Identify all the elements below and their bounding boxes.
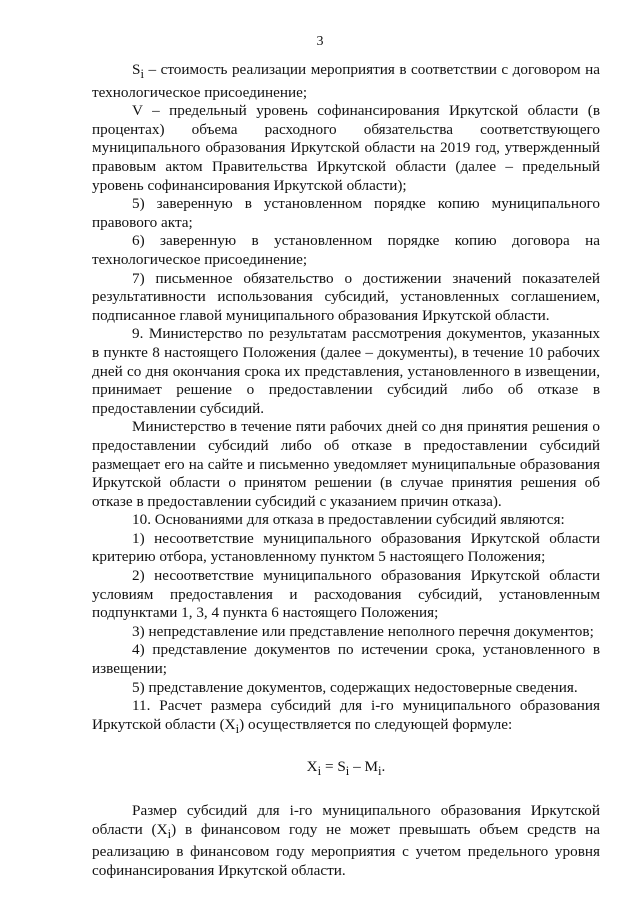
symbol-s: S xyxy=(132,61,141,78)
paragraph-text: 11. Расчет размера субсидий для i-го муниципального образования Иркутской области (X xyxy=(92,697,600,733)
formula-equals: = xyxy=(321,758,338,776)
paragraph-text: ) в финансовом году не может превышать объем средств на реализацию в финансовом году мероприятия с учетом предельного уровня софинансирования Иркутской области. xyxy=(92,820,600,879)
list-item-7: 7) письменное обязательство о достижении значений показателей результативности использования субсидий, установленных соглашением, подписанное главой муниципального образования Иркутской области. xyxy=(92,269,600,324)
subscript-i: i xyxy=(140,67,144,82)
formula-x: X xyxy=(306,758,318,776)
subscript-i: i xyxy=(235,721,240,736)
paragraph-v-definition: V – предельный уровень софинансирования Иркутской области (в процентах) объема расходного обязательства соответствующего муниципального образования Иркутской области на 2019 год, утвержденный правовым актом Правительства Иркутской области (далее – предельный уровень софинансирования Иркутской области); xyxy=(92,102,600,194)
formula xyxy=(92,758,600,781)
paragraph-si-definition xyxy=(92,61,600,102)
refusal-reason-3: 3) непредставление или представление неполного перечня документов; xyxy=(132,622,594,640)
refusal-reason-2: 2) несоответствие муниципального образования Иркутской области условиям предоставления и расходования субсидий, установленным подпунктами 1, 3, 4 пункта 6 настоящего Положения; xyxy=(92,567,600,622)
formula-x-subscript: i xyxy=(317,764,322,779)
list-item-5: 5) заверенную в установленном порядке копию муниципального правового акта; xyxy=(92,195,600,231)
paragraph-text: Размер субсидий для i-го муниципального образования Иркутской области (X xyxy=(92,802,600,838)
formula-m: M xyxy=(364,758,379,776)
refusal-reason-4: 4) представление документов по истечении срока, установленного в извещении; xyxy=(92,641,600,678)
paragraph-text: – стоимость реализации мероприятия в соответствии с договором на технологическое присоединение; xyxy=(92,61,600,101)
formula-period: . xyxy=(381,758,386,776)
formula-s-subscript: i xyxy=(345,764,350,779)
clause-9-continued: Министерство в течение пяти рабочих дней со дня принятия решения о предоставлении субсидий либо об отказе в предоставлении субсидий размещает его на сайте и письменно уведомляет муниципальные образования Иркутской области о принятом решении (в случае принятия решения об отказе в предоставлении субсидий с указанием причин отказа). xyxy=(92,418,600,510)
formula-s: S xyxy=(337,758,346,776)
clause-11 xyxy=(92,697,600,738)
paragraph-text: ) осуществляется по следующей формуле: xyxy=(239,715,513,733)
page-number: 3 xyxy=(316,34,324,49)
formula-minus: – xyxy=(349,758,365,776)
subscript-i: i xyxy=(167,826,172,841)
clause-10: 10. Основаниями для отказа в предоставлении субсидий являются: xyxy=(132,511,565,529)
subsidy-limit-paragraph xyxy=(92,802,600,880)
list-item-6: 6) заверенную в установленном порядке копию договора на технологическое присоединение; xyxy=(92,232,600,268)
refusal-reason-5: 5) представление документов, содержащих недостоверные сведения. xyxy=(132,678,578,696)
document-body xyxy=(92,61,600,880)
clause-9: 9. Министерство по результатам рассмотрения документов, указанных в пункте 8 настоящего Положения (далее – документы), в течение 10 рабочих дней со дня окончания срока их представления, установленного в извещении, принимает решение о предоставлении субсидий либо об отказе в предоставлении субсидий. xyxy=(92,325,600,417)
formula-m-subscript: i xyxy=(378,764,382,779)
refusal-reason-1: 1) несоответствие муниципального образования Иркутской области критерию отбора, установленному пунктом 5 настоящего Положения; xyxy=(92,529,600,566)
